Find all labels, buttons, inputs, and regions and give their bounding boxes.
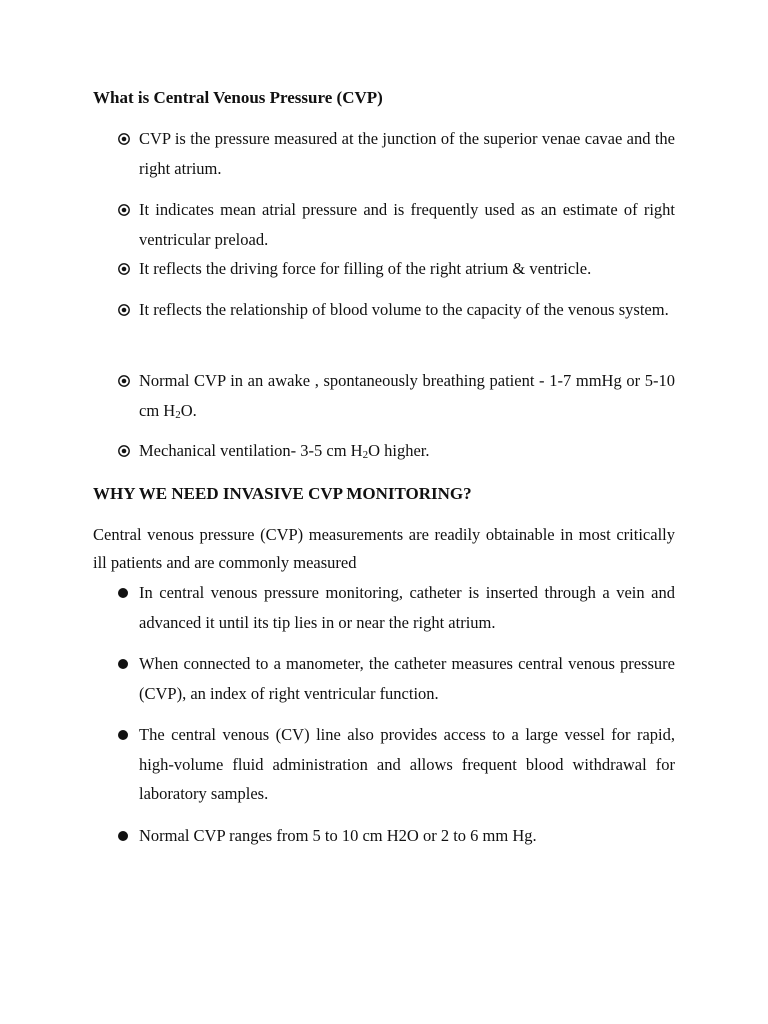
circled-dot-bullet-icon <box>117 300 137 320</box>
section-2-heading: WHY WE NEED INVASIVE CVP MONITORING? <box>93 484 472 503</box>
monitoring-bullet-1: In central venous pressure monitoring, catheter is inserted through a vein and advanced it until its tip lies in or near the right atrium. <box>139 583 675 632</box>
filled-circle-bullet-icon <box>117 654 137 674</box>
circled-dot-bullet-icon <box>117 441 137 461</box>
circled-dot-bullet-icon <box>117 129 137 149</box>
filled-circle-bullet-icon <box>117 725 137 745</box>
monitoring-bullet-4: Normal CVP ranges from 5 to 10 cm H2O or 2 to 6 mm Hg. <box>139 826 537 845</box>
cvp-bullet-4: It reflects the relationship of blood volume to the capacity of the venous system. <box>139 300 669 319</box>
circled-dot-bullet-icon <box>117 200 137 220</box>
cvp-bullet-1: CVP is the pressure measured at the junction of the superior venae cavae and the right atrium. <box>139 129 675 178</box>
circled-dot-bullet-icon <box>117 371 137 391</box>
cvp-bullet-6: Mechanical ventilation- 3-5 cm H2O higher. <box>139 441 430 461</box>
cvp-bullet-3: It reflects the driving force for filling of the right atrium & ventricle. <box>139 259 592 278</box>
filled-circle-bullet-icon <box>117 826 137 846</box>
intro-paragraph: Central venous pressure (CVP) measurements are readily obtainable in most critically ill patients and are commonly measured <box>93 525 675 572</box>
circled-dot-bullet-icon <box>117 259 137 279</box>
section-1-heading: What is Central Venous Pressure (CVP) <box>93 88 383 107</box>
monitoring-bullet-3: The central venous (CV) line also provides access to a large vessel for rapid, high-volume fluid administration and allows frequent blood withdrawal for laboratory samples. <box>139 725 675 803</box>
filled-circle-bullet-icon <box>117 583 137 603</box>
cvp-bullet-2: It indicates mean atrial pressure and is frequently used as an estimate of right ventricular preload. <box>139 200 675 249</box>
cvp-bullet-5: Normal CVP in an awake , spontaneously breathing patient - 1-7 mmHg or 5-10 cm H2O. <box>139 371 675 421</box>
monitoring-bullet-2: When connected to a manometer, the catheter measures central venous pressure (CVP), an index of right ventricular function. <box>139 654 675 703</box>
